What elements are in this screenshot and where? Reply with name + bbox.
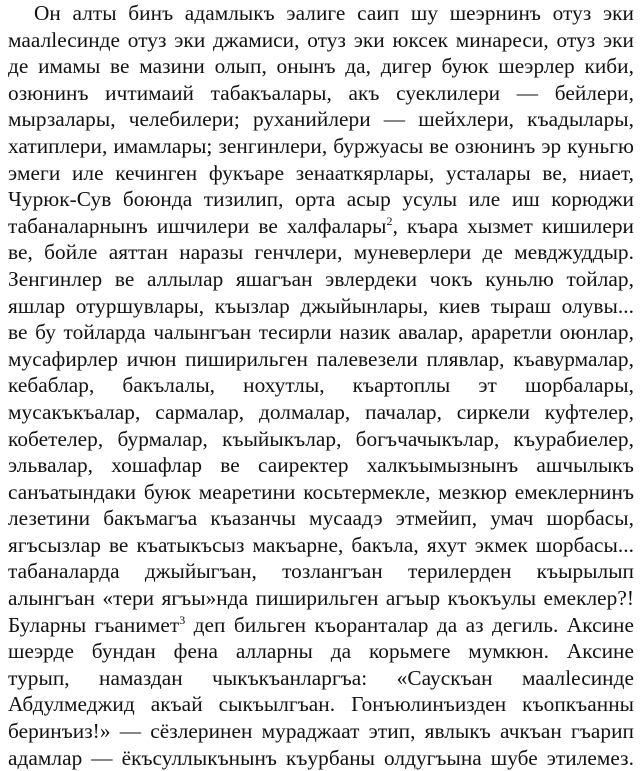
text-line-13: ве бу тойларда чалынгъан тесирли назик авалар, араретли оюнлар, bbox=[8, 320, 634, 345]
text-line-26: турып, намаздан чыкъкъанларгъа: «Саускъан маалlесинде bbox=[8, 665, 634, 690]
text-line-16: мусакъкъалар, сармалар, долмалар, пачалар, сиркели куфтелер, bbox=[8, 399, 634, 424]
document-page bbox=[8, 0, 634, 770]
text-line-9-main: табаналарнынъ ишчилери ве халфалары bbox=[8, 213, 387, 238]
text-line-6: хатиплери, имамлары; зенгинлери, буржуасы ве озюнинъ эр куньгю bbox=[8, 133, 634, 158]
text-line-21: ягъсызлар ве къатыкъсыз макъарне, бакъла, яхут экмек шорбасы... bbox=[8, 532, 634, 557]
text-line-24-tail: деп бильген къоранталар да аз дегиль. Аксине bbox=[185, 612, 634, 637]
text-line-25: шеэрде бундан фена алларны да корьмеге мумкюн. Аксине bbox=[8, 639, 634, 664]
text-line-29: адамлар — ёкъсуллыкънынъ къурбаны олдугъына шубе этилемез. bbox=[8, 745, 634, 770]
text-line-12: яшлар отуршувлары, къызлар джыйынлары, киев тыраш олувы... bbox=[8, 293, 634, 318]
text-line-4: озюнинъ ичтимаий табакъалары, акъ суеклилери — бейлери, bbox=[8, 80, 634, 105]
text-line-7: эмеги иле кечинген фукъаре зенааткярлары, усталары ве, ниает, bbox=[8, 160, 634, 185]
text-line-15: кебаблар, бакълалы, нохутлы, къартоплы эт шорбалары, bbox=[8, 373, 634, 398]
text-line-14: мусафирлер ичюн пиширильген палевезели плявлар, къавурмалар, bbox=[8, 346, 634, 371]
text-line-3: де имамы ве мазини олып, онынъ да, дигер буюк шеэрлер киби, bbox=[8, 54, 634, 79]
text-line-20: лезетини бакъмагъа къазанчы мусаадэ этмейип, умач шорбасы, bbox=[8, 506, 634, 531]
footnote-marker-3: 3 bbox=[179, 612, 186, 627]
text-line-2: маалlесинде отуз эки джамиси, отуз эки юксек минареси, отуз эки bbox=[8, 27, 634, 52]
text-line-17: кобетелер, бурмалар, къыйыкълар, богъчачыкълар, къурабиелер, bbox=[8, 426, 634, 451]
text-line-9-tail: , къара хызмет кишилери bbox=[392, 213, 634, 238]
text-line-24 bbox=[8, 612, 634, 639]
text-line-23: алынгъан «тери ягъы»нда пиширильген агъыр къокъулы емеклер?! bbox=[8, 586, 634, 611]
text-line-18: эльвалар, хошафлар ве саиректер халкъымызнынъ ашчылыкъ bbox=[8, 453, 634, 478]
footnote-marker-2: 2 bbox=[386, 213, 393, 228]
text-line-5: мырзалары, челебилери; руханийлери — шейхлери, къадылары, bbox=[8, 107, 634, 132]
text-line-19: санъатындаки буюк меаретини косьтермекле, мезкюр емеклернинъ bbox=[8, 479, 634, 504]
text-line-28: беринъиз!» — сёзлеринен мураджаат этип, явлыкъ ачкъан гъарип bbox=[8, 719, 634, 744]
text-line-10: ве, бойле аяттан наразы генчлери, муневерлери де мевджуддыр. bbox=[8, 240, 634, 265]
text-line-27: Абдулмеджид акъай сыкъылгъан. Гонъюлинъизден къопкъанны bbox=[8, 692, 634, 717]
text-line-24-main: Буларны гъанимет bbox=[8, 612, 180, 637]
text-line-9 bbox=[8, 213, 634, 240]
text-line-1: Он алты бинъ адамлыкъ эалиге саип шу шеэрнинъ отуз эки bbox=[34, 1, 634, 25]
text-line-11: Зенгинлер ве аллылар яшагъан эвлердеки чокъ куньлю тойлар, bbox=[8, 266, 634, 291]
text-line-22: табаналарда джыйыгъан, тозлангъан терилерден къырылып bbox=[8, 559, 634, 584]
text-line-8: Чурюк-Сув боюнда тизилип, орта асыр усулы иле иш корюджи bbox=[8, 187, 634, 212]
